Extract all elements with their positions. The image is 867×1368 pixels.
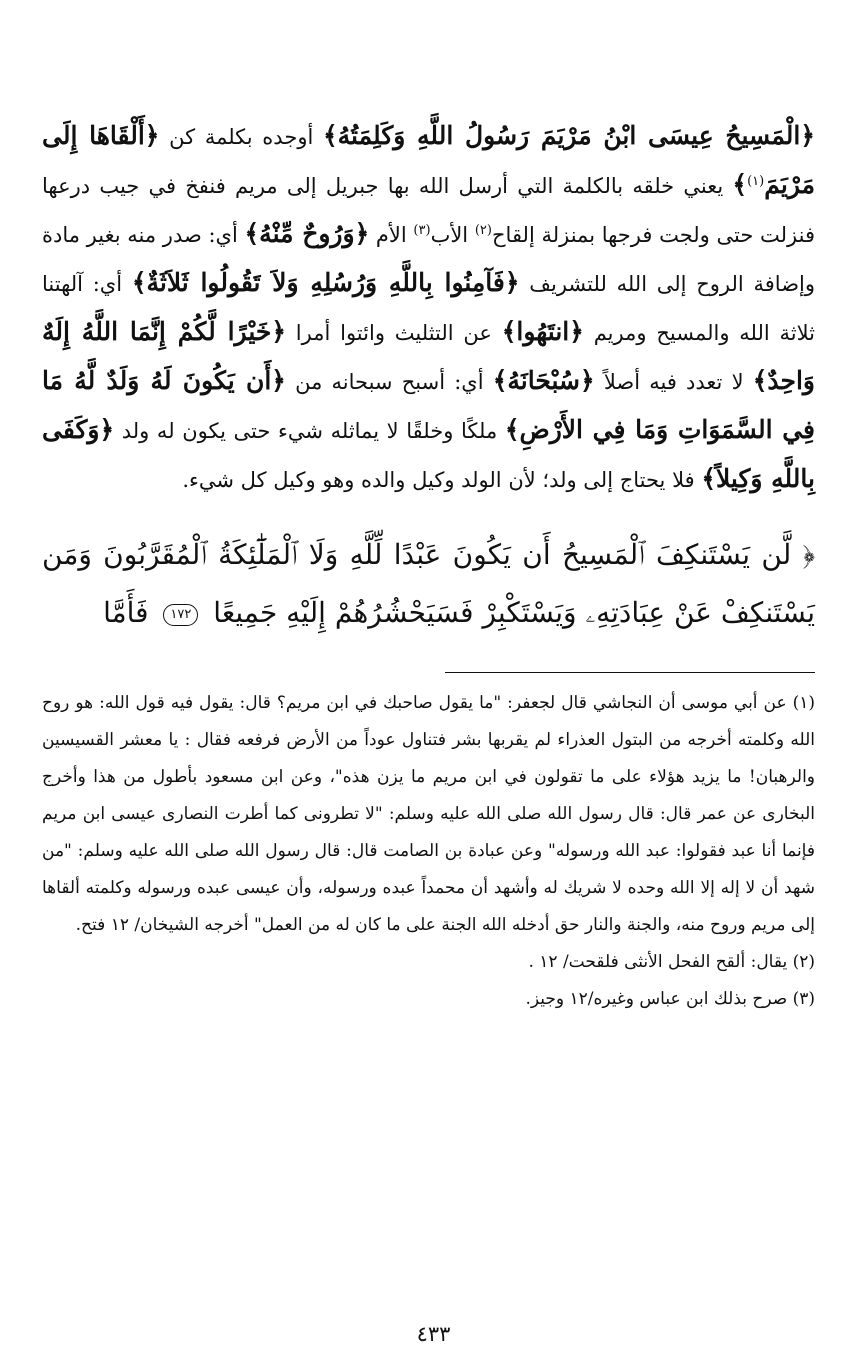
page-body [42, 112, 815, 1368]
footnotes [42, 685, 815, 1018]
ayah-number-medallion: ١٧٢ [163, 604, 198, 626]
verse-continuation: فَأَمَّا [103, 596, 149, 629]
commentary-text: أي: صدر منه بغير مادة وإضافة الروح إلى الله للتشريف [42, 223, 815, 296]
footnote-marker[interactable]: (١) [747, 174, 765, 189]
quran-quote: ﴿خَيْرًا لَّكُمْ إِنَّمَا اللَّهُ إِلَهٌ وَاحِدٌ﴾ [42, 317, 815, 395]
quran-quote: ﴿وَرُوحٌ مِّنْهُ﴾ [244, 219, 370, 248]
quran-quote: ﴿انتَهُوا﴾ [501, 317, 584, 346]
commentary-text: أي: آلهتنا ثلاثة الله والمسيح ومريم [42, 272, 816, 345]
quran-quote: ﴿سُبْحَانَهُ﴾ [492, 366, 595, 395]
quran-quote: ﴿وَكَفَى بِاللَّهِ وَكِيلاً﴾ [42, 415, 815, 493]
commentary-text: عن التثليث وائتوا أمرا [286, 321, 502, 345]
page-number: ٤٣٣ [416, 1322, 451, 1346]
quran-quote: ﴿أَلْقَاهَا إِلَى مَرْيَمَ [42, 121, 815, 199]
quran-quote: ﴿أَن يَكُونَ لَهُ وَلَدٌ لَّهُ مَا فِي السَّمَوَاتِ وَمَا فِي الأَرْضِ﴾ [42, 366, 815, 444]
quran-quote: ﴿فَآمِنُوا بِاللَّهِ وَرُسُلِهِ وَلاَ تَقُولُوا ثَلاَثَةٌ﴾ [131, 268, 520, 297]
commentary-text: يعني خلقه بالكلمة التي أرسل الله بها جبريل إلى مريم فنفخ في جيب درعها فنزلت حتى ولجت فرجها بمنزلة إلقاح [42, 174, 815, 247]
quran-verse [42, 526, 815, 642]
footnote-1: (١) عن أبي موسى أن النجاشي قال لجعفر: "ما يقول صاحبك في ابن مريم؟ قال: يقول فيه قول الله: هو روح الله وكلمته أخرجه من البتول العذراء لم يقربها بشر فتناول عوداً من الأرض فرفعه فقال : يا معشر القسيسين والرهبان! ما يزيد هؤلاء على ما تقولون في ابن مريم ما يزن هذه"، وعن ابن مسعود بأطول من هذا وأخرج البخارى عن عمر قال: قال رسول الله صلى الله عليه وسلم: "لا تطرونى كما أطرت النصارى عيسى ابن مريم فإنما أنا عبد فقولوا: عبد الله ورسوله" وعن عبادة بن الصامت قال: قال رسول الله صلى الله عليه وسلم: "من شهد أن لا إله إلا الله وحده لا شريك له وأشهد أن محمداً عبده ورسوله، وأن عيسى عبده ورسوله وكلمته ألقاها إلى مريم وروح منه، والجنة والنار حق أدخله الله الجنة على ما كان له من العمل" أخرجه الشيخان/ ١٢ فتح. [42, 693, 815, 935]
commentary-text: ملكًا وخلقًا لا يماثله شيء حتى يكون له ولد [114, 419, 505, 443]
footnote-marker[interactable]: (٣) [413, 223, 431, 238]
quran-quote-end: ﴾ [732, 170, 748, 199]
commentary-text: أوجده بكلمة كن [159, 125, 323, 149]
footnote-marker[interactable]: (٢) [474, 223, 492, 238]
verse-text: ﴿ لَّن يَسْتَنكِفَ ٱلْمَسِيحُ أَن يَكُونَ عَبْدًا لِّلَّهِ وَلَا ٱلْمَلَٰٓئِكَةُ ٱلْمُقَرَّبُونَ وَمَن يَسْتَنكِفْ عَنْ عِبَادَتِهِۦ وَيَسْتَكْبِرْ فَسَيَحْشُرُهُمْ إِلَيْهِ جَمِيعًا [42, 538, 815, 629]
footnote-divider [445, 672, 815, 673]
commentary-text: الأم [369, 223, 414, 247]
quran-quote: ﴿الْمَسِيحُ عِيسَى ابْنُ مَرْيَمَ رَسُولُ اللَّهِ وَكَلِمَتُهُ﴾ [323, 121, 815, 150]
commentary-text: الأب [430, 223, 475, 247]
commentary-text: أي: أسبح سبحانه من [285, 370, 493, 394]
footnote-2: (٢) يقال: ألقح الفحل الأنثى فلقحت/ ١٢ . [528, 952, 815, 972]
commentary-paragraph [42, 112, 815, 504]
commentary-text: لا تعدد فيه أصلاً [594, 370, 753, 394]
footnote-3: (٣) صرح بذلك ابن عباس وغيره/١٢ وجيز. [525, 989, 815, 1009]
commentary-text: فلا يحتاج إلى ولد؛ لأن الولد وكيل والده وهو وكيل كل شيء. [182, 468, 702, 492]
